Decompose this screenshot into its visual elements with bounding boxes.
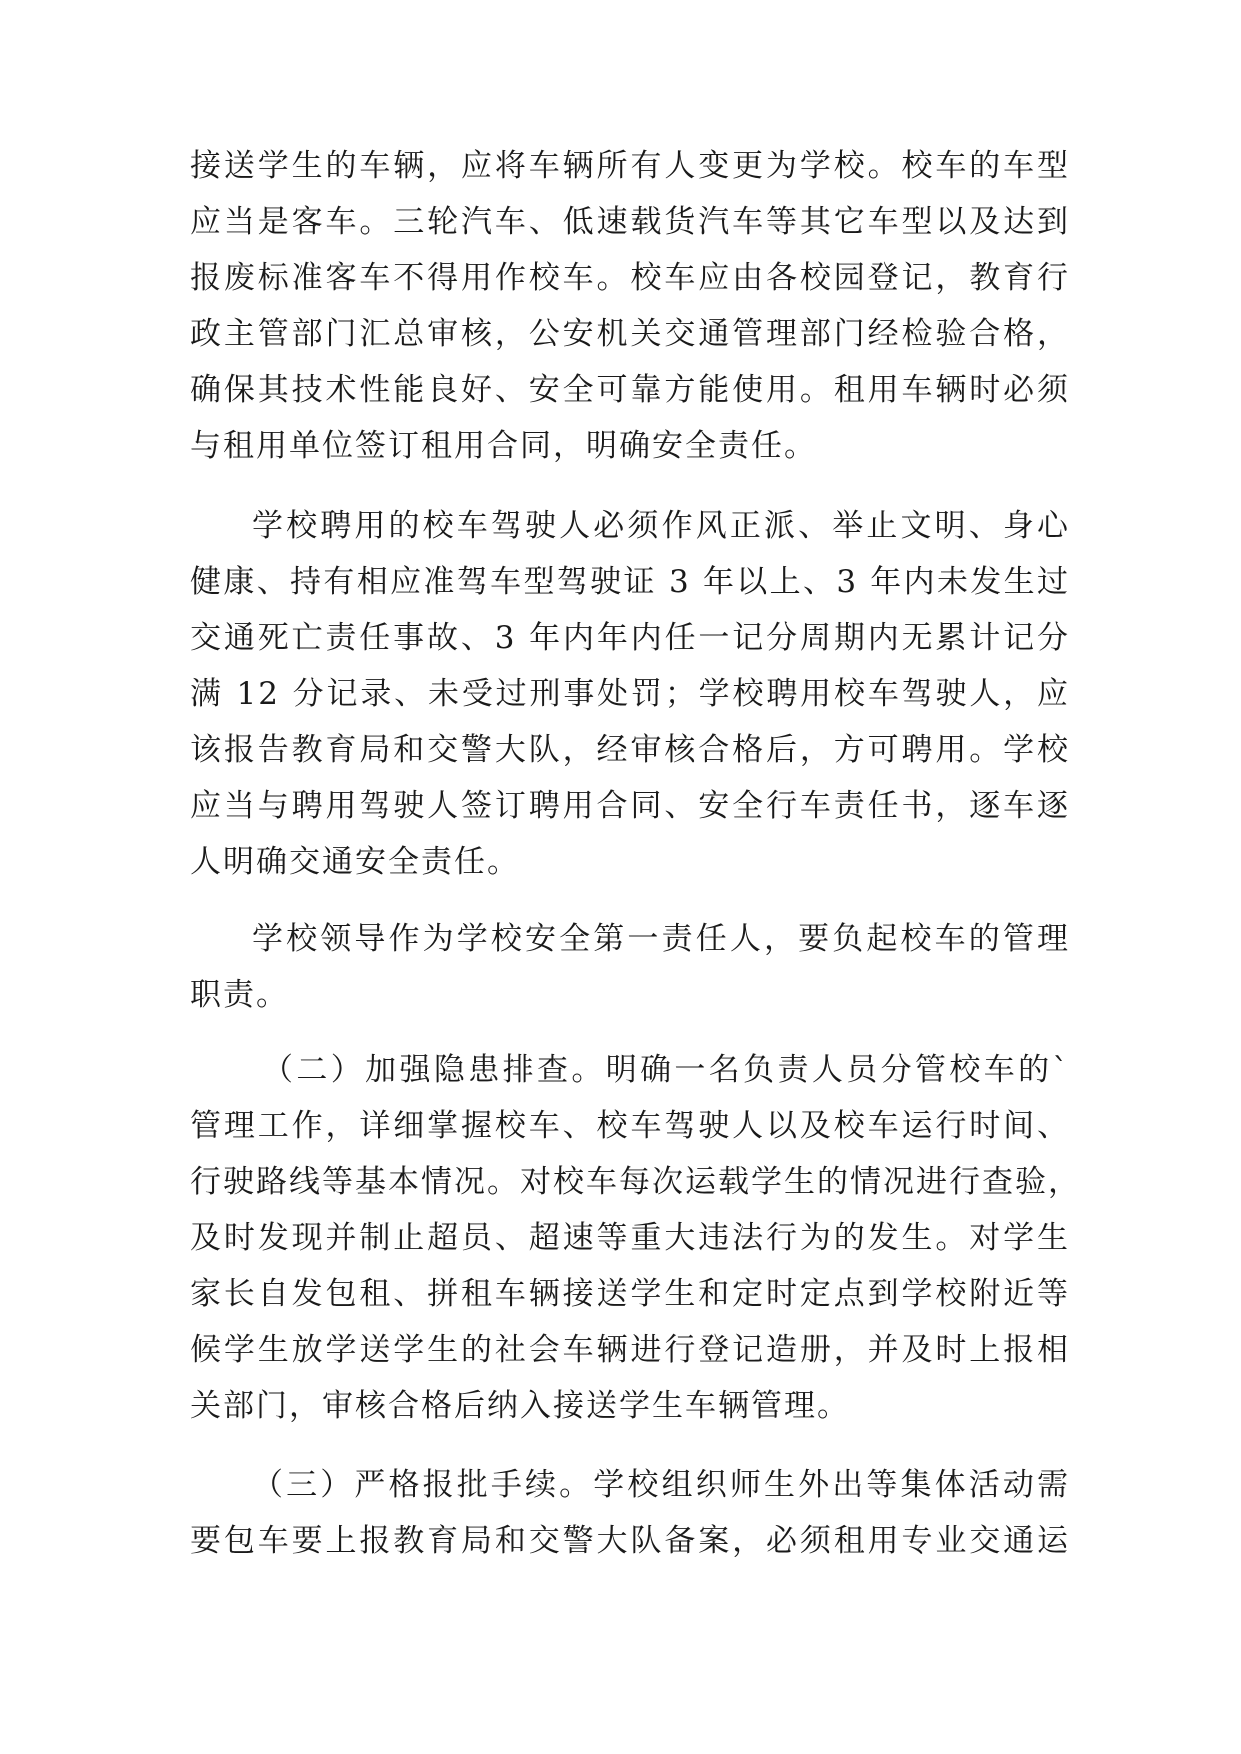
text-line: 家长自发包租、拼租车辆接送学生和定时定点到学校附近等: [190, 1276, 1070, 1312]
text-line: 管理工作，详细掌握校车、校车驾驶人以及校车运行时间、: [190, 1108, 1070, 1144]
text-line: 人明确交通安全责任。: [190, 844, 520, 880]
text-line: 政主管部门汇总审核，公安机关交通管理部门经检验合格，: [190, 316, 1070, 352]
text-line: 健康、持有相应准驾车型驾驶证 3 年以上、3 年内未发生过: [190, 564, 1070, 600]
paragraph-first-line: 学校领导作为学校安全第一责任人，要负起校车的管理: [252, 921, 1070, 957]
text-line: 应当与聘用驾驶人签订聘用合同、安全行车责任书，逐车逐: [190, 788, 1070, 824]
text-line: 满 12 分记录、未受过刑事处罚；学校聘用校车驾驶人，应: [190, 676, 1070, 712]
text-line: 确保其技术性能良好、安全可靠方能使用。租用车辆时必须: [190, 372, 1070, 408]
text-line: 报废标准客车不得用作校车。校车应由各校园登记，教育行: [190, 260, 1070, 296]
text-line: 交通死亡责任事故、3 年内年内任一记分周期内无累计记分: [190, 620, 1070, 656]
text-line: 与租用单位签订租用合同，明确安全责任。: [190, 428, 817, 464]
text-line: 行驶路线等基本情况。对校车每次运载学生的情况进行查验，: [190, 1164, 1081, 1200]
section-heading-line: （三）严格报批手续。学校组织师生外出等集体活动需: [252, 1467, 1070, 1503]
section-heading-line: （二）加强隐患排查。明确一名负责人员分管校车的`: [262, 1052, 1070, 1088]
text-line: 候学生放学送学生的社会车辆进行登记造册，并及时上报相: [190, 1332, 1070, 1368]
text-line: 及时发现并制止超员、超速等重大违法行为的发生。对学生: [190, 1220, 1070, 1256]
text-line: 接送学生的车辆，应将车辆所有人变更为学校。校车的车型: [190, 148, 1070, 184]
text-line: 关部门，审核合格后纳入接送学生车辆管理。: [190, 1388, 850, 1424]
text-line: 职责。: [190, 977, 289, 1013]
text-line: 要包车要上报教育局和交警大队备案，必须租用专业交通运: [190, 1523, 1070, 1559]
text-line: 该报告教育局和交警大队，经审核合格后，方可聘用。学校: [190, 732, 1070, 768]
paragraph-first-line: 学校聘用的校车驾驶人必须作风正派、举止文明、身心: [252, 508, 1070, 544]
text-line: 应当是客车。三轮汽车、低速载货汽车等其它车型以及达到: [190, 204, 1070, 240]
